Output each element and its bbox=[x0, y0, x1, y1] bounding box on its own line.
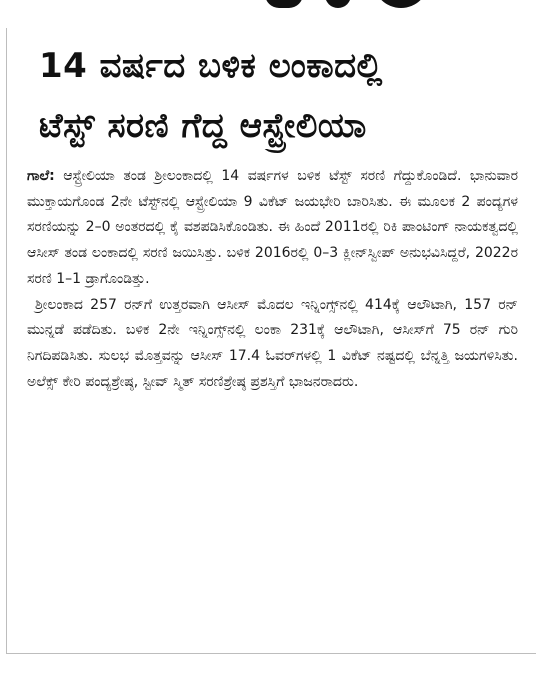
article-paragraph bbox=[27, 293, 518, 396]
previous-article-fragment bbox=[255, 0, 445, 8]
headline-line-1: 14 ವರ್ಷದ ಬಳಿಕ ಲಂಕಾದಲ್ಲಿ bbox=[39, 46, 383, 86]
paragraph-1-text: ಆಸ್ಟ್ರೇಲಿಯಾ ತಂಡ ಶ್ರೀಲಂಕಾದಲ್ಲಿ 14 ವರ್ಷಗಳ ಬಳಿಕ ಟೆಸ್ಟ್ ಸರಣಿ ಗೆದ್ದುಕೊಂಡಿದೆ. ಭಾನುವಾರ ಮುಕ್ತಾಯಗೊಂಡ 2ನೇ ಟೆಸ್ಟ್‌ನಲ್ಲಿ ಆಸ್ಟ್ರೇಲಿಯಾ 9 ವಿಕೆಟ್ ಜಯಭೇರಿ ಬಾರಿಸಿತು. ಈ ಮೂಲಕ 2 ಪಂದ್ಯಗಳ ಸರಣಿಯನ್ನು 2–0 ಅಂತರದಲ್ಲಿ ಕೈ ವಶಪಡಿಸಿಕೊಂಡಿತು. ಈ ಹಿಂದೆ 2011ರಲ್ಲಿ ರಿಕಿ ಪಾಂಟಿಂಗ್ ನಾಯಕತ್ವದಲ್ಲಿ ಆಸೀಸ್ ತಂಡ ಲಂಕಾದಲ್ಲಿ ಸರಣಿ ಜಯಿಸಿತ್ತು. ಬಳಿಕ 2016ರಲ್ಲಿ 0–3 ಕ್ಲೀನ್‌ಸ್ವೀಪ್ ಅನುಭವಿಸಿದ್ದರೆ, 2022ರ ಸರಣಿ 1–1 ಡ್ರಾಗೊಂಡಿತ್ತು. bbox=[27, 168, 518, 287]
article-paragraph bbox=[27, 164, 518, 293]
article-body bbox=[27, 164, 518, 395]
paragraph-2-text: ಶ್ರೀಲಂಕಾದ 257 ರನ್‌ಗೆ ಉತ್ತರವಾಗಿ ಆಸೀಸ್ ಮೊದಲ ಇನ್ನಿಂಗ್ಸ್‌ನಲ್ಲಿ 414ಕ್ಕೆ ಆಲೌಟಾಗಿ, 157 ರನ್ ಮುನ್ನಡೆ ಪಡೆದಿತು. ಬಳಿಕ 2ನೇ ಇನ್ನಿಂಗ್ಸ್‌ನಲ್ಲಿ ಲಂಕಾ 231ಕ್ಕೆ ಆಲೌಟಾಗಿ, ಆಸೀಸ್‌ಗೆ 75 ರನ್ ಗುರಿ ನಿಗದಿಪಡಿಸಿತು. ಸುಲಭ ಮೊತ್ತವನ್ನು ಆಸೀಸ್ 17.4 ಓವರ್‌ಗಳಲ್ಲಿ 1 ವಿಕೆಟ್ ನಷ್ಟದಲ್ಲಿ ಬೆನ್ನತ್ತಿ ಜಯಗಳಿಸಿತು. ಅಲೆಕ್ಸ್ ಕೇರಿ ಪಂದ್ಯಶ್ರೇಷ್ಠ, ಸ್ಟೀವ್ ಸ್ಮಿತ್ ಸರಣಿಶ್ರೇಷ್ಠ ಪ್ರಶಸ್ತಿಗೆ ಭಾಜನರಾದರು. bbox=[27, 296, 518, 390]
dateline: ಗಾಲೆ: bbox=[27, 168, 55, 184]
headline-line-2: ಟೆಸ್ಟ್ ಸರಣಿ ಗೆದ್ದ ಆಸ್ಟ್ರೇಲಿಯಾ bbox=[39, 106, 367, 146]
news-article bbox=[6, 28, 536, 654]
article-headline bbox=[39, 36, 522, 156]
